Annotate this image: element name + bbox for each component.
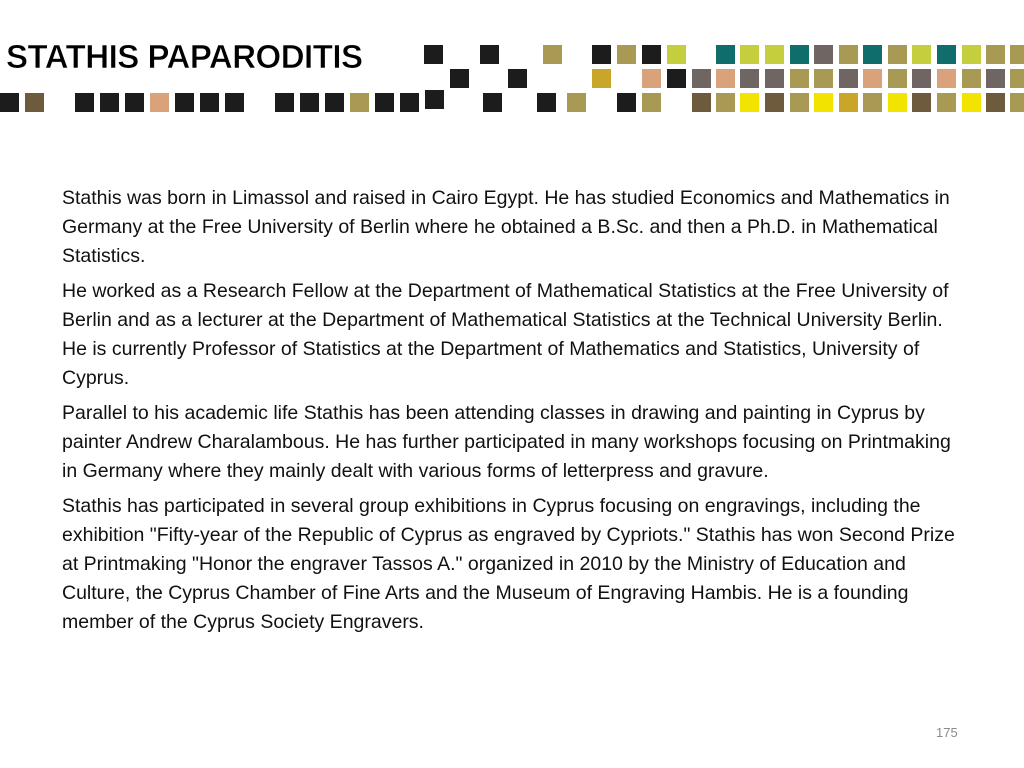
decorative-square (912, 45, 931, 64)
page-number: 175 (936, 725, 958, 740)
decorative-square (765, 69, 784, 88)
paragraph-exhibitions: Stathis has participated in several group exhibitions in Cyprus focusing on engravings, including the exhibition "Fifty-year of the Republic of Cyprus as engraved by Cypriots." Stathis has won Second Prize at Printmaking "Honor the engraver Tassos A." organized in 2010 by the Ministry of Education and Culture, the Cyprus Chamber of Fine Arts and the Museum of Engraving Hambis. He is a founding member of the Cyprus Society Engravers. (62, 495, 955, 633)
decorative-square (375, 93, 394, 112)
decorative-square (740, 69, 759, 88)
decorative-square (937, 93, 956, 112)
decorative-square (692, 69, 711, 88)
decorative-square (592, 45, 611, 64)
decorative-square (537, 93, 556, 112)
decorative-square (400, 93, 419, 112)
decorative-square (716, 45, 735, 64)
decorative-square (425, 90, 444, 109)
decorative-square (125, 93, 144, 112)
decorative-square (200, 93, 219, 112)
decorative-square (1010, 93, 1024, 112)
slide-title: STATHIS PAPARODITIS (6, 38, 363, 75)
decorative-square (150, 93, 169, 112)
decorative-square (962, 69, 981, 88)
decorative-square (937, 69, 956, 88)
decorative-square (483, 93, 502, 112)
decorative-square (888, 93, 907, 112)
decorative-square (642, 45, 661, 64)
decorative-square (325, 93, 344, 112)
decorative-square (765, 93, 784, 112)
decorative-square (424, 45, 443, 64)
decorative-square (740, 93, 759, 112)
decorative-square (642, 93, 661, 112)
decorative-square (175, 93, 194, 112)
decorative-square (25, 93, 44, 112)
decorative-square (450, 69, 469, 88)
decorative-square (814, 45, 833, 64)
decorative-square (1010, 45, 1024, 64)
decorative-square (765, 45, 784, 64)
decorative-square (225, 93, 244, 112)
decorative-square (814, 93, 833, 112)
decorative-square (592, 69, 611, 88)
decorative-square (480, 45, 499, 64)
decorative-square (300, 93, 319, 112)
decorative-square (508, 69, 527, 88)
decorative-square (986, 93, 1005, 112)
decorative-square (912, 69, 931, 88)
decorative-square (863, 69, 882, 88)
decorative-square (863, 45, 882, 64)
decorative-square (912, 93, 931, 112)
decorative-square (863, 93, 882, 112)
decorative-square (1010, 69, 1024, 88)
paragraph-early-life: Stathis was born in Limassol and raised in Cairo Egypt. He has studied Economics and Mathematics in Germany at the Free University of Berlin where he obtained a B.Sc. and then a Ph.D. in Mathematical Statistics. (62, 187, 950, 267)
decorative-square (790, 69, 809, 88)
decorative-square (839, 93, 858, 112)
decorative-square (790, 93, 809, 112)
decorative-square (75, 93, 94, 112)
decorative-square (986, 45, 1005, 64)
decorative-square (667, 69, 686, 88)
decorative-square (716, 93, 735, 112)
decorative-square (692, 93, 711, 112)
decorative-square (839, 69, 858, 88)
decorative-square (100, 93, 119, 112)
paragraph-art-training: Parallel to his academic life Stathis has been attending classes in drawing and painting in Cyprus by painter Andrew Charalambous. He has further participated in many workshops focusing on Printmaking in Germany where they mainly dealt with various forms of letterpress and gravure. (62, 402, 951, 482)
decorative-square (617, 45, 636, 64)
biography-text (62, 184, 962, 643)
decorative-square (790, 45, 809, 64)
decorative-square (814, 69, 833, 88)
decorative-square (350, 93, 369, 112)
decorative-square (740, 45, 759, 64)
paragraph-career: He worked as a Research Fellow at the Department of Mathematical Statistics at the Free University of Berlin and as a lecturer at the Department of Mathematical Statistics at the Technical University Berlin. He is currently Professor of Statistics at the Department of Mathematics and Statistics, University of Cyprus. (62, 280, 949, 389)
decorative-square (667, 45, 686, 64)
decorative-square (275, 93, 294, 112)
decorative-square (543, 45, 562, 64)
decorative-square (937, 45, 956, 64)
decorative-square (962, 45, 981, 64)
decorative-square (716, 69, 735, 88)
decorative-square (888, 45, 907, 64)
decorative-square (986, 69, 1005, 88)
decorative-square (567, 93, 586, 112)
decorative-square (0, 93, 19, 112)
decorative-square (642, 69, 661, 88)
decorative-square (839, 45, 858, 64)
decorative-square (962, 93, 981, 112)
decorative-square (888, 69, 907, 88)
decorative-square (617, 93, 636, 112)
